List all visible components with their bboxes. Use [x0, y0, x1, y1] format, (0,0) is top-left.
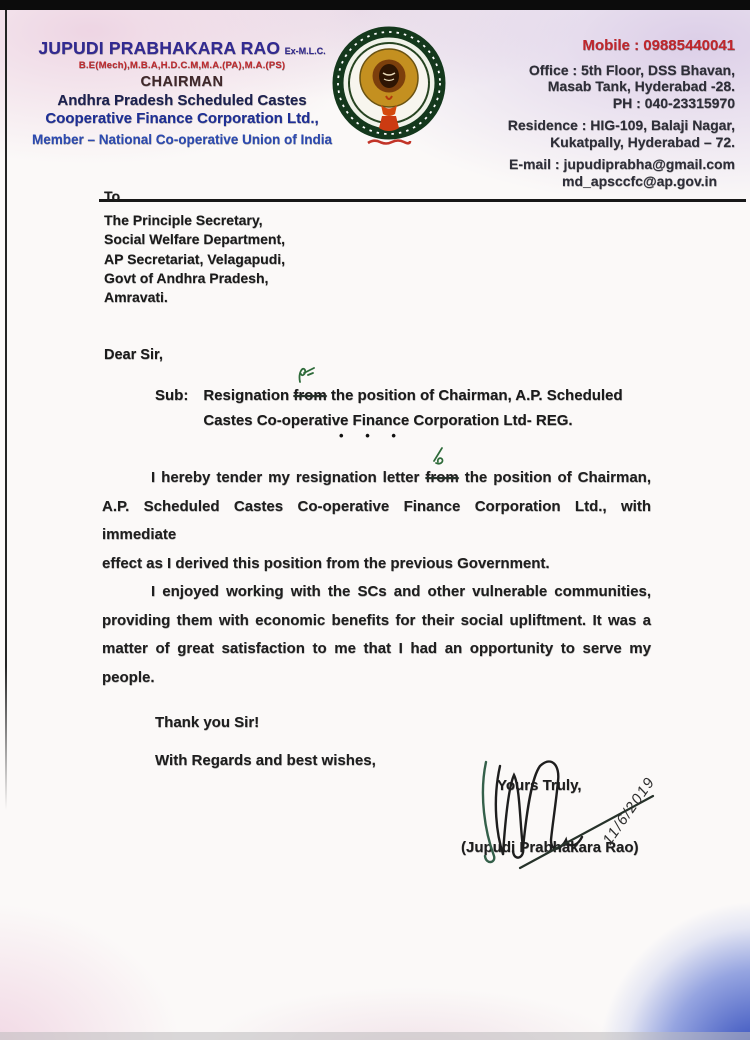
- para2-line4: people.: [102, 668, 155, 686]
- emblem-caption-scribble: [368, 141, 410, 144]
- para2-line1: I enjoyed working with the SCs and other vulnerable communities,: [151, 583, 651, 600]
- residence-line1: Residence : HIG-109, Balaji Nagar,: [507, 117, 735, 133]
- yours-truly-line: Yours Truly,: [497, 777, 582, 794]
- scan-top-border: [0, 0, 750, 10]
- sender-name: JUPUDI PRABHAKARA RAO: [38, 38, 281, 58]
- para1-line2: A.P. Scheduled Castes Co-operative Finance Corporation Ltd., with immediate: [102, 497, 651, 543]
- handwritten-correction-mark: [426, 445, 456, 465]
- thank-you-line: Thank you Sir!: [155, 714, 260, 731]
- recipient-line: The Principle Secretary,: [104, 212, 263, 228]
- org-name-line2: Cooperative Finance Corporation Ltd.,: [45, 110, 319, 127]
- letterhead-right: [508, 38, 735, 189]
- sender-name-suffix: Ex-M.L.C.: [284, 46, 326, 56]
- scan-left-edge-line: [5, 10, 7, 810]
- para2-line2: providing them with economic benefits for their social upliftment. It was a: [102, 611, 651, 629]
- govt-emblem-seal-icon: [332, 26, 446, 150]
- salutation: Dear Sir,: [104, 347, 163, 363]
- corrected-word: from: [425, 464, 458, 493]
- subject-line2: Castes Co-operative Finance Corporation Ltd- REG.: [203, 412, 573, 429]
- corrected-word: from: [293, 383, 326, 408]
- email-block: [508, 156, 735, 189]
- subject-separator-dots: • • •: [339, 428, 405, 443]
- letterhead-left: [28, 38, 336, 147]
- residence-line2: Kukatpally, Hyderabad – 72.: [550, 133, 735, 150]
- subject-block: [155, 383, 623, 433]
- sender-title: CHAIRMAN: [140, 74, 224, 90]
- handwritten-signature: [440, 740, 720, 890]
- header-divider-line: [99, 199, 746, 202]
- regards-line: With Regards and best wishes,: [155, 752, 376, 769]
- recipient-line: Social Welfare Department,: [104, 231, 286, 248]
- sender-qualifications: B.E(Mech),M.B.A,H.D.C.M,M.A.(PA),M.A.(PS): [78, 60, 286, 71]
- body-paragraph-1: [102, 464, 651, 578]
- signatory-name: (Jupudi Prabhakara Rao): [461, 839, 639, 856]
- handwritten-correction-mark: [294, 364, 324, 384]
- para2-line3: matter of great satisfaction to me that I had an opportunity to serve my: [102, 640, 651, 657]
- subject-label: Sub:: [155, 387, 189, 404]
- subject-line1: Resignation from the position of Chairman, A.P. Scheduled: [203, 383, 622, 408]
- sender-name-line: [28, 38, 336, 59]
- membership-line: Member – National Co-operative Union of India: [31, 132, 333, 147]
- org-name-line1: Andhra Pradesh Scheduled Castes: [57, 92, 307, 109]
- para1-line1: I hereby tender my resignation letter from the position of Chairman,: [102, 464, 651, 493]
- office-line2: Masab Tank, Hyderabad -28.: [547, 78, 735, 94]
- body-paragraph-2: [102, 578, 651, 692]
- recipient-address: [104, 211, 285, 307]
- office-line1: Office : 5th Floor, DSS Bhavan,: [528, 61, 735, 78]
- email-line2: md_apsccfc@ap.gov.in: [562, 172, 717, 189]
- email-line1: E-mail : jupudiprabha@gmail.com: [508, 156, 735, 172]
- recipient-line: Amravati.: [104, 289, 168, 306]
- recipient-line: AP Secretariat, Velagapudi,: [104, 250, 286, 267]
- office-phone: PH : 040-23315970: [612, 94, 735, 111]
- office-address: [508, 62, 735, 112]
- handwritten-date: 11/6/2019: [599, 773, 659, 849]
- mobile-number: Mobile : 09885440041: [582, 37, 735, 54]
- para1-line3: effect as I derived this position from the previous Government.: [102, 554, 550, 572]
- subject-text: [203, 383, 622, 433]
- recipient-line: Govt of Andhra Pradesh,: [104, 269, 269, 286]
- scan-bottom-edge: [0, 1032, 750, 1040]
- residence-address: [508, 117, 735, 150]
- recipient-to-label: To: [104, 188, 121, 204]
